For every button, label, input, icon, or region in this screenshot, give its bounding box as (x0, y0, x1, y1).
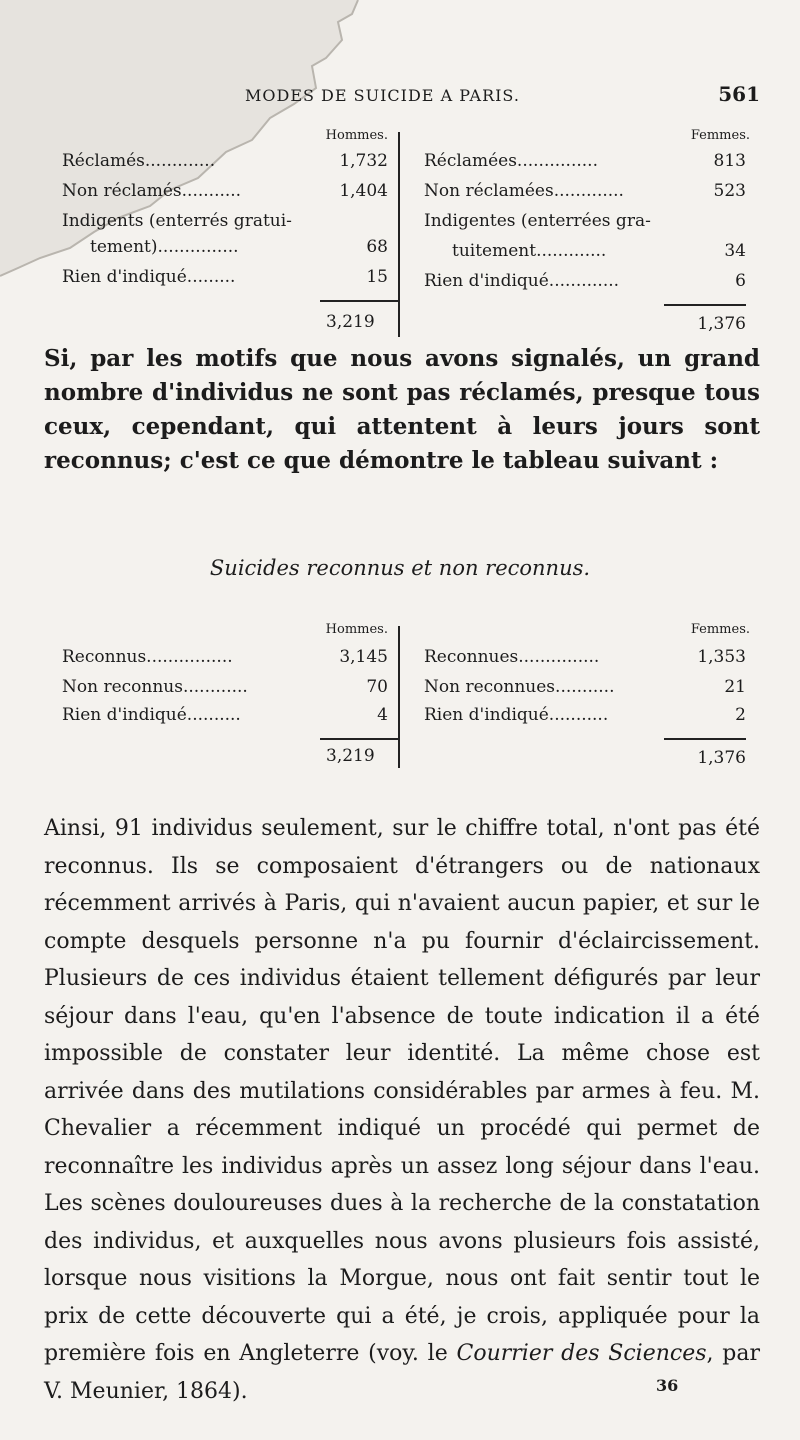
journal-title: Courrier des Sciences (456, 1341, 707, 1366)
total-rule (320, 738, 400, 740)
table-row: Rien d'indiqué........... 2 (424, 705, 746, 725)
page-number: 561 (718, 82, 760, 106)
table-row: Non réclamés........... 1,404 (62, 181, 388, 201)
table-row: Non reconnues........... 21 (424, 677, 746, 697)
table-title: Suicides reconnus et non reconnus. (209, 556, 591, 580)
table-row: Non réclamées............. 523 (424, 181, 746, 201)
total-rule (320, 300, 400, 302)
column-unit-label: Hommes. (325, 622, 388, 637)
table-row: Réclamées............... 813 (424, 151, 746, 171)
table-row: Reconnues............... 1,353 (424, 647, 746, 667)
table-row: Réclamés............. 1,732 (62, 151, 388, 171)
running-header (60, 82, 760, 112)
running-title: MODES DE SUICIDE A PARIS. (245, 86, 520, 105)
table-row: Indigentes (enterrées gra- (424, 211, 651, 231)
total-value: 1,376 (697, 748, 746, 768)
paragraph-main: Ainsi, 91 individus seulement, sur le chiffre total, n'ont pas été reconnus. Ils se composaient d'étrangers ou de nationaux récemment arrivés à Paris, qui n'avaient aucun papier, et sur le compte desquels personne n'a pu fournir d'éclaircissement. Plusieurs de ces individus étaient tellement défigurés par leur séjour dans l'eau, qu'en l'absence de toute indication il a été impossible de constater leur identité. La même chose est arrivée dans des mutilations considérables par armes à feu. M. Chevalier a récemment indiqué un procédé qui permet de reconnaître les individus après un assez long séjour dans l'eau. Les scènes douloureuses dues à la recherche de la constatation des individus, et auxquelles nous avons plusieurs fois assisté, lorsque nous visitions la Morgue, nous ont fait sentir tout le prix de cette découverte qui a été, je crois, appliquée pour la première fois en Angleterre (voy. le Courrier des Sciences, par V. Meunier, 1864). (44, 816, 761, 1404)
table-row: Non reconnus............ 70 (62, 677, 388, 697)
column-unit-label: Femmes. (690, 128, 750, 143)
table-column-women (424, 622, 750, 782)
column-unit-label: Femmes. (690, 622, 750, 637)
table-recognized (62, 622, 762, 782)
table-reclaimed (62, 128, 762, 343)
table-row: Rien d'indiqué......... 15 (62, 267, 388, 287)
total-rule (664, 304, 746, 306)
table-column-men (62, 622, 402, 782)
column-divider (398, 132, 400, 337)
table-row: tuitement............. 34 (452, 241, 746, 261)
total-rule (664, 738, 746, 740)
table-row: Indigents (enterrés gratui- (62, 211, 292, 231)
table-row: Rien d'indiqué.......... 4 (62, 705, 388, 725)
table-row: Reconnus................ 3,145 (62, 647, 388, 667)
table-column-men (62, 128, 402, 343)
total-value: 3,219 (326, 312, 375, 332)
table-column-women (424, 128, 750, 343)
total-value: 3,219 (326, 746, 375, 766)
column-divider (398, 626, 400, 768)
column-unit-label: Hommes. (325, 128, 388, 143)
table-row: tement)............... 68 (90, 237, 388, 257)
paragraph-intro: Si, par les motifs que nous avons signalés, un grand nombre d'individus ne sont pas réclamés, presque tous ceux, cependant, qui attentent à leurs jours sont reconnus; c'est ce que démontre le tableau suivant : (44, 345, 760, 474)
total-value: 1,376 (697, 314, 746, 334)
signature-mark: 36 (656, 1376, 679, 1395)
table-row: Rien d'indiqué............. 6 (424, 271, 746, 291)
